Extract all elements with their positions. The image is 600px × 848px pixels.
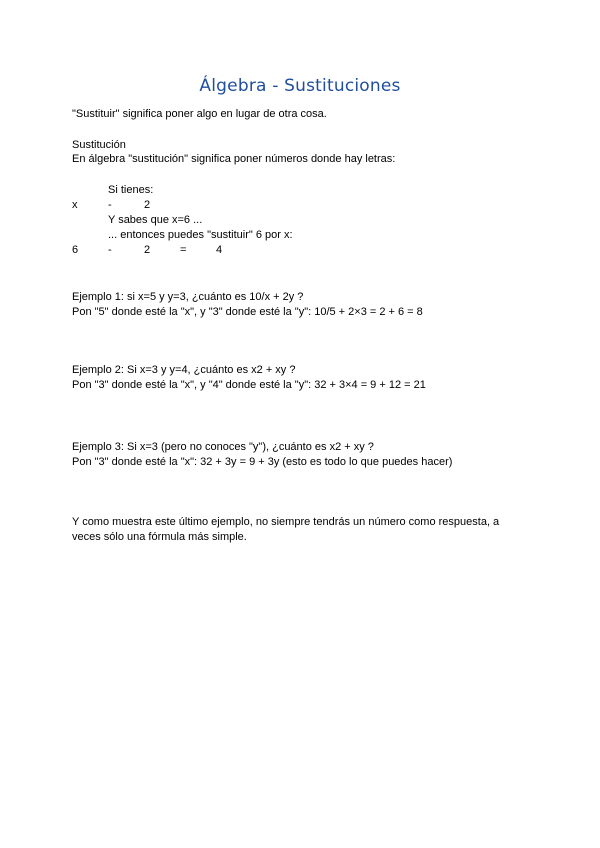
demo-row2-cell4: =: [180, 244, 187, 256]
conclusion-line-1: Y como muestra este último ejemplo, no siempre tendrás un número como respuesta, a: [72, 516, 500, 528]
intro-text: "Sustituir" significa poner algo en lugar de otra cosa.: [72, 108, 327, 120]
section-description: En álgebra "sustitución" significa poner números donde hay letras:: [72, 153, 396, 165]
conclusion-line-2: veces sólo una fórmula más simple.: [72, 531, 247, 543]
example-2-answer: Pon "3" donde esté la "x", y "4" donde esté la "y": 32 + 3×4 = 9 + 12 = 21: [72, 379, 426, 391]
example-2-question: Ejemplo 2: Si x=3 y y=4, ¿cuánto es x2 + xy ?: [72, 364, 296, 376]
example-1-answer: Pon "5" donde esté la "x", y "3" donde esté la "y": 10/5 + 2×3 = 2 + 6 = 8: [72, 306, 423, 318]
section-heading: Sustitución: [72, 139, 126, 151]
demo-row1-cell2: -: [108, 199, 112, 211]
demo-row2-cell1: 6: [72, 244, 79, 256]
demo-row2-cell3: 2: [144, 244, 151, 256]
demo-y-sabes: Y sabes que x=6 ...: [108, 214, 203, 226]
example-3-answer: Pon "3" donde esté la "x": 32 + 3y = 9 + 3y (esto es todo lo que puedes hacer): [72, 456, 453, 468]
example-1-question: Ejemplo 1: si x=5 y y=3, ¿cuánto es 10/x + 2y ?: [72, 291, 304, 303]
demo-row2-cell5: 4: [216, 244, 223, 256]
page-title: Álgebra - Sustituciones: [199, 76, 401, 96]
example-3-question: Ejemplo 3: Si x=3 (pero no conoces "y"), ¿cuánto es x2 + xy ?: [72, 441, 374, 453]
demo-row2-cell2: -: [108, 244, 112, 256]
demo-row1-cell1: x: [72, 199, 78, 211]
demo-row1-cell3: 2: [144, 199, 151, 211]
demo-si-tienes: Si tienes:: [108, 184, 154, 196]
demo-entonces: ... entonces puedes "sustituir" 6 por x:: [108, 229, 293, 241]
